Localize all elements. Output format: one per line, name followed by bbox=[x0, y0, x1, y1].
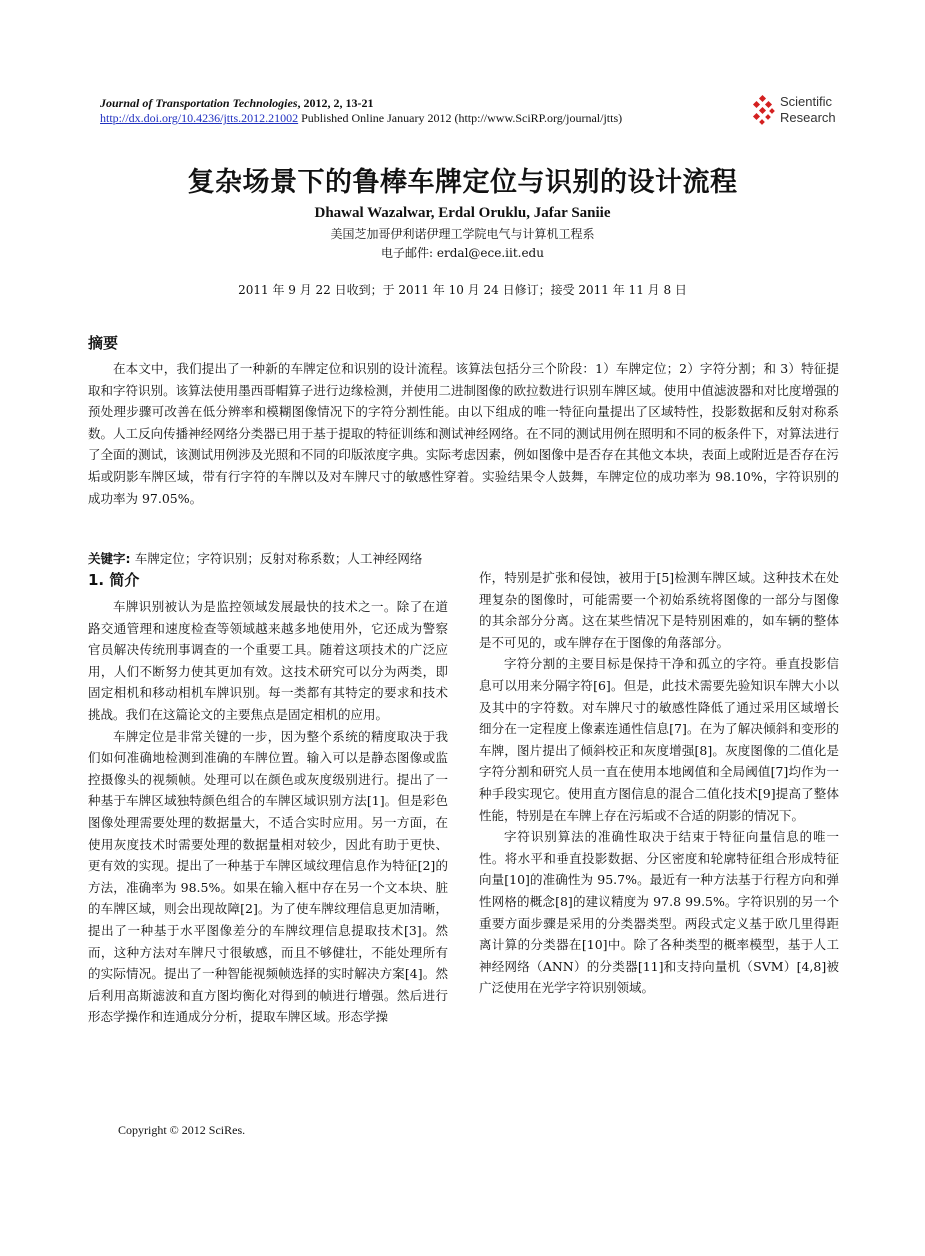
abstract-text: 在本文中，我们提出了一种新的车牌定位和识别的设计流程。该算法包括分三个阶段：1）车牌定位；2）字符分割；和 3）特征提取和字符识别。该算法使用墨西哥帽算子进行边缘检测，并使用二进制图像的欧拉数进行识别车牌区域。使用中值滤波器和对比度增强的预处理步骤可改善在低分辨率和模糊图像情况下的字符分割性能。由以下组成的唯一特征向量提出了区域特性，投影数据和反射对称系数。人工反向传播神经网络分类器已用于基于提取的特征训练和测试神经网络。在不同的测试用例在照明和不同的板条件下，对算法进行了全面的测试，该测试用例涉及光照和不同的印版浓度字典。实际考虑因素，例如图像中是否存在其他文本块，表面上或附近是否存在污垢或阴影车牌区域，带有行字符的车牌以及对车牌尺寸的敏感性穿着。实验结果令人鼓舞，车牌定位的成功率为 98.10%，字符识别的成功率为 97.05%。 bbox=[88, 361, 839, 506]
keywords-text: 车牌定位；字符识别；反射对称系数；人工神经网络 bbox=[134, 551, 423, 566]
journal-citation bbox=[100, 96, 373, 111]
doi-link[interactable]: http://dx.doi.org/10.4236/jtts.2012.21002 bbox=[100, 111, 299, 125]
paper-title: 复杂场景下的鲁棒车牌定位与识别的设计流程 bbox=[187, 167, 738, 198]
keywords bbox=[88, 549, 422, 567]
email: 电子邮件: erdal@ece.iit.edu bbox=[381, 246, 544, 260]
logo-line-1: Scientific bbox=[780, 94, 833, 109]
paragraph: 字符识别算法的准确性取决于结束于特征向量信息的唯一性。将水平和垂直投影数据、分区密度和轮廓特征组合形成特征向量[10]的准确性为 95.7%。最近有一种方法基于行程方向和弹性网格的概念[8]的建议精度为 97.8 99.5%。字符识别的另一个重要方面步骤是采用的分类器类型。两段式定义基于欧几里得距离计算的分类器在[10]中。除了各种类型的概率模型，基于人工神经网络（ANN）的分类器[11]和支持向量机（SVM）[4,8]被广泛使用在光学字符识别领域。 bbox=[479, 829, 839, 996]
journal-name: Journal of Transportation Technologies bbox=[100, 96, 298, 110]
scientific-research-logo bbox=[750, 94, 860, 130]
paragraph: 作，特别是扩张和侵蚀，被用于[5]检测车牌区域。这种技术在处理复杂的图像时，可能需要一个初始系统将图像的一部分与图像的其余部分分离。这在某些情况下是特别困难的，如车辆的整体是不可见的，或车牌存在于图像的角落部分。 bbox=[479, 570, 839, 650]
left-column bbox=[88, 596, 448, 1028]
keywords-label: 关键字: bbox=[88, 551, 135, 566]
paragraph: 车牌定位是非常关键的一步，因为整个系统的精度取决于我们如何准确地检测到准确的车牌位置。输入可以是静态图像或监控摄像头的视频帧。处理可以在颜色或灰度级别进行。提出了一种基于车牌区域独特颜色组合的车牌区域识别方法[1]。但是彩色图像处理需要处理的数据量大，不适合实时应用。另一方面，在使用灰度技术时需要处理的数据量相对较少，因此有助于更快、更有效的实现。提出了一种基于车牌区域纹理信息作为特征[2]的方法，准确率为 98.5%。如果在输入框中存在另一个文本块、脏的车牌区域，则会出现故障[2]。为了使车牌纹理信息更加清晰，提出了一种基于水平图像差分的车牌纹理信息提取技术[3]。然而，这种方法对车牌尺寸很敏感，而且不够健壮，不能处理所有的实际情况。提出了一种智能视频帧选择的实时解决方案[4]。然后利用高斯滤波和直方图均衡化对得到的帧进行增强。然后进行形态学操作和连通成分分析，提取车牌区域。形态学操 bbox=[88, 728, 448, 1025]
paragraph: 字符分割的主要目标是保持干净和孤立的字符。垂直投影信息可以用来分隔字符[6]。但是，此技术需要先验知识车牌大小以及其中的字符数。对车牌尺寸的敏感性降低了通过采用区域增长细分在一定程度上像素连通性信息[7]。在为了解决倾斜和变形的车牌，图片提出了倾斜校正和灰度增强[8]。灰度图像的二值化是字符分割和研究人员一直在使用本地阈值和全局阈值[7]均作为一种手段实现它。使用直方图信息的混合二值化技术[9]提高了整体性能，特别是在车牌上存在污垢或不合适的阴影的情况下。 bbox=[479, 656, 839, 823]
copyright: Copyright © 2012 SciRes. bbox=[118, 1123, 246, 1137]
right-column bbox=[479, 567, 839, 999]
abstract-heading: 摘要 bbox=[88, 334, 119, 352]
affiliation: 美国芝加哥伊利诺伊理工学院电气与计算机工程系 bbox=[330, 227, 595, 241]
doi-line bbox=[100, 111, 622, 126]
logo-line-2: Research bbox=[780, 110, 836, 125]
section-heading: 1. 简介 bbox=[88, 571, 140, 589]
journal-volume: , 2012, 2, 13-21 bbox=[297, 96, 374, 110]
dates: 2011 年 9 月 22 日收到；于 2011 年 10 月 24 日修订；接受 2011 年 11 月 8 日 bbox=[238, 283, 687, 297]
paragraph: 车牌识别被认为是监控领域发展最快的技术之一。除了在道路交通管理和速度检查等领域越来越多地使用外，它还成为警察官员解决传统刑事调查的一个重要工具。随着这项技术的广泛应用，人们不断努力使其更加有效。这技术研究可以分为两类，即固定相机和移动相机车牌识别。每一类都有其特定的要求和技术挑战。我们在这篇论文的主要焦点是固定相机的应用。 bbox=[88, 599, 448, 722]
published-note: Published Online January 2012 (http://www.SciRP.org/journal/jtts) bbox=[298, 111, 623, 125]
authors: Dhawal Wazalwar, Erdal Oruklu, Jafar Saniie bbox=[314, 205, 611, 221]
diamond-cluster-icon bbox=[750, 94, 778, 128]
